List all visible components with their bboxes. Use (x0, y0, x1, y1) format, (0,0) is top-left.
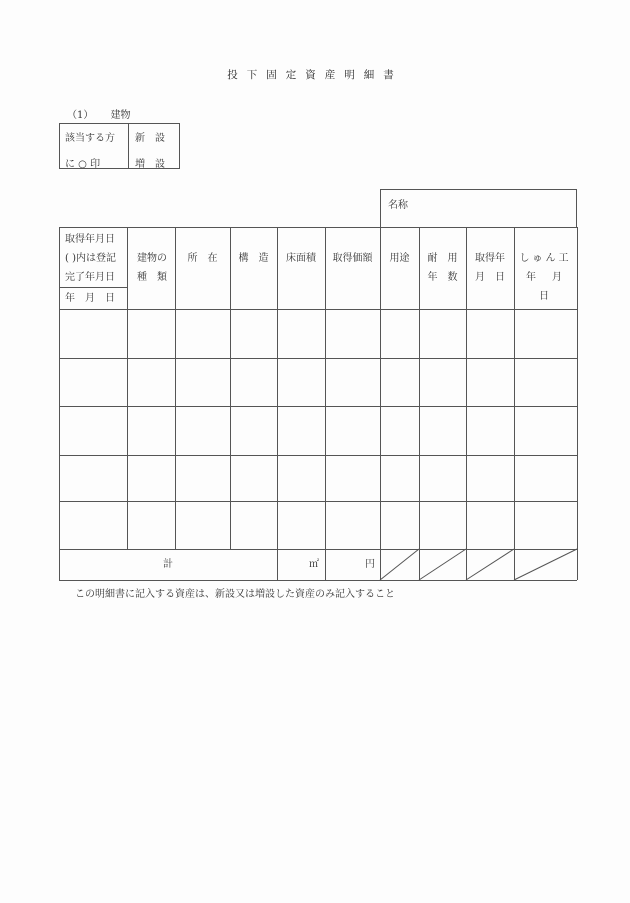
mark-box-divider (128, 124, 129, 168)
header-line: 年 数 (427, 272, 458, 283)
header-structure: 構 造 (238, 253, 269, 264)
total-row-strike-lines (59, 227, 577, 580)
table-border-bottom (59, 580, 577, 581)
option-expansion[interactable]: 増 設 (135, 159, 165, 170)
header-usage: 用途 (389, 253, 410, 264)
building-asset-table (59, 227, 577, 580)
total-price-unit: 円 (365, 559, 375, 570)
footnote: この明細書に記入する資産は、新設又は増設した資産のみ記入すること (75, 589, 395, 600)
header-line: ( )内は登記 (65, 253, 116, 264)
header-date-format: 年 月 日 (65, 293, 115, 304)
option-new-construction[interactable]: 新 設 (135, 133, 165, 144)
section-heading (67, 106, 131, 121)
header-line: 建物の (137, 253, 167, 264)
header-line: 種 類 (137, 272, 167, 283)
header-line: 月 日 (475, 272, 505, 283)
section-label: 建物 (110, 110, 131, 121)
header-acquisition-price: 取得価額 (332, 253, 373, 264)
document-title: 投下固定資産明細書 (227, 69, 403, 81)
mark-instruction-line1: 該当する方 (65, 133, 115, 144)
section-number: （1） (67, 110, 94, 121)
mark-instruction-line2: に ○ 印 (65, 159, 101, 170)
mark-selection-box (59, 123, 180, 169)
header-line: しゅん工 (519, 253, 572, 264)
header-line: 年 月 日 (526, 272, 578, 302)
header-line: 取得年月日 (65, 234, 115, 245)
header-location: 所 在 (187, 253, 218, 264)
name-box (380, 189, 577, 228)
header-floor-area: 床面積 (286, 253, 316, 264)
total-area-unit: ㎡ (309, 559, 319, 570)
header-line: 耐 用 (427, 253, 458, 264)
name-label: 名称 (388, 200, 408, 211)
header-line: 取得年 (475, 253, 505, 264)
total-label: 計 (163, 559, 173, 570)
header-line: 完了年月日 (65, 272, 115, 283)
